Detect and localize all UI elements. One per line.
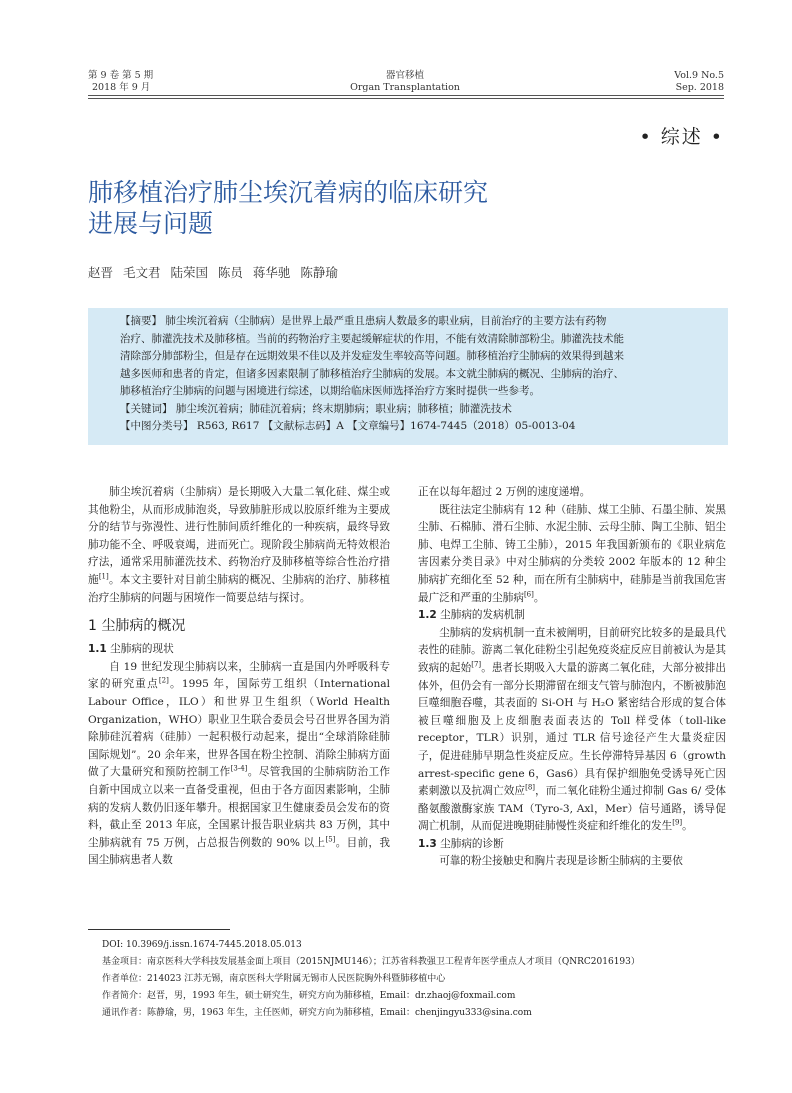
subsection-title: 尘肺病的发病机制 bbox=[436, 609, 525, 622]
paragraph bbox=[88, 484, 390, 607]
journal-issue bbox=[88, 70, 153, 93]
header-rule-thin bbox=[88, 98, 724, 99]
subsection-number: 1.2 bbox=[418, 609, 437, 622]
subsection-heading bbox=[418, 607, 726, 625]
journal-name bbox=[310, 70, 500, 93]
abstract-line: 肺移植治疗尘肺病的问题与困境进行综述，以期给临床医师选择治疗方案时提供一些参考。 bbox=[120, 385, 540, 397]
citation[interactable]: [7] bbox=[471, 660, 482, 669]
journal-volume-en bbox=[674, 70, 724, 93]
header-rule bbox=[88, 95, 724, 96]
volume-en: Vol.9 No.5 bbox=[674, 70, 724, 81]
abstract-line: 治疗、肺灌洗技术及肺移植。当前的药物治疗主要起缓解症状的作用，不能有效清除肺部粉尘。肺灌洗技术能 bbox=[120, 332, 624, 345]
doi[interactable]: DOI: 10.3969/j.issn.1674-7445.2018.05.013 bbox=[102, 940, 302, 950]
subsection-heading bbox=[418, 836, 726, 854]
paragraph-text: 。 bbox=[682, 820, 693, 833]
paragraph: 正在以每年超过 2 万例的速度递增。 bbox=[418, 486, 591, 498]
paragraph-text: 。 bbox=[533, 591, 545, 604]
subsection-title: 尘肺病的诊断 bbox=[436, 837, 504, 850]
citation[interactable]: [2] bbox=[158, 676, 169, 685]
abstract-box bbox=[88, 308, 728, 445]
abstract-line: 清除部分肺部粉尘，但是存在远期效果不佳以及并发症发生率较高等问题。肺移植治疗尘肺病的效果得到越来 bbox=[120, 350, 624, 362]
subsection-heading bbox=[88, 641, 390, 659]
abstract-line: 越多医师和患者的肯定，但诸多因素限制了肺移植治疗尘肺病的发展。本文就尘肺病的概况、尘肺病的治疗、 bbox=[120, 367, 624, 380]
journal-name-cn: 器官移植 bbox=[385, 70, 424, 81]
citation[interactable]: [8] bbox=[525, 783, 536, 792]
issue-date: 2018 年 9 月 bbox=[92, 81, 151, 93]
paragraph-text: 。本文主要针对目前尘肺病的概况、尘肺病的治疗、肺移植治疗尘肺病的问题与困境作一简要总结与探讨。 bbox=[88, 573, 391, 604]
paragraph-text: 。患者长期吸入大量的游离二氧化硅，大部分被排出体外，但仍会有一部分长期滞留在细支气管与肺泡内，不断被肺泡巨噬细胞吞噬，其表面的 Si-OH 与 H₂O 紧密结合形成的复合体被巨噬细胞及上皮细胞表面表达的 Toll 样受体（toll-like receptor，TLR）识别，通过 TLR 信号途径产生大量炎症因子，促进硅肺早期急性炎症反应。生长停滞特异基因 6（growth arrest-specific gene 6，Gas6）具有保护细胞免受诱导死亡因素刺激以及抗凋亡效应 bbox=[418, 661, 727, 798]
abstract-text bbox=[120, 313, 705, 436]
paragraph-text: 。目前，我国尘肺病患者人数 bbox=[88, 836, 390, 867]
author-intro: 作者简介：赵晋，男，1993 年生，硕士研究生，研究方向为肺移植，Email：dr.zhaoj@foxmail.com bbox=[102, 991, 516, 1001]
date-en: Sep. 2018 bbox=[675, 81, 724, 93]
right-column bbox=[418, 484, 726, 871]
journal-name-en: Organ Transplantation bbox=[350, 81, 460, 93]
citation[interactable]: [3-4] bbox=[230, 764, 248, 773]
title-line-1: 肺移植治疗肺尘埃沉着病的临床研究 bbox=[88, 178, 489, 207]
paragraph-text: ，而二氧化硅粉尘通过抑制 Gas 6/ 受体酪氨酸激酶家族 TAM（Tyro-3, Axl，Mer）信号通路，诱导促凋亡机制，从而促进晚期硅肺慢性炎症和纤维化的发生 bbox=[418, 785, 726, 833]
footnotes bbox=[102, 937, 640, 1022]
paragraph-text: 肺尘埃沉着病（尘肺病）是长期吸入大量二氧化硅、煤尘或其他粉尘，从而形成肺泡炎，导致肺脏形成以胶原纤维为主要成分的结节与弥漫性、进行性肺间质纤维化的一种疾病，最终导致肺功能不全、呼吸衰竭，进而死亡。现阶段尘肺病尚无特效根治疗法，通常采用肺灌洗技术、药物治疗及肺移植等综合性治疗措施 bbox=[88, 486, 390, 586]
left-column bbox=[88, 484, 390, 870]
subsection-number: 1.1 bbox=[88, 643, 107, 656]
subsection-title: 尘肺病的现状 bbox=[106, 643, 174, 656]
volume-issue: 第 9 卷 第 5 期 bbox=[88, 70, 154, 81]
paragraph-text: 既往法定尘肺病有 12 种（硅肺、煤工尘肺、石墨尘肺、炭黑尘肺、石棉肺、滑石尘肺、水泥尘肺、云母尘肺、陶工尘肺、铝尘肺、电焊工尘肺、铸工尘肺），2015 年我国新颁布的《职业病危害因素分类目录》中对尘肺病的分类较 2002 年版本的 12 种尘肺病扩充细化至 52 种，而在所有尘肺病中，硅肺是当前我国危害最广泛和严重的尘肺病 bbox=[418, 503, 726, 604]
classification: 【中图分类号】 R563, R617 【文献标志码】A 【文章编号】1674-7445（2018）05-0013-04 bbox=[120, 420, 576, 432]
keywords: 【关键词】 肺尘埃沉着病；肺硅沉着病；终末期肺病；职业病；肺移植；肺灌洗技术 bbox=[120, 402, 512, 415]
fund-info: 基金项目：南京医科大学科技发展基金面上项目（2015NJMU146）；江苏省科教强卫工程青年医学重点人才项目（QNRC2016193） bbox=[102, 957, 640, 967]
paragraph: 可靠的粉尘接触史和胸片表现是诊断尘肺病的主要依 bbox=[439, 855, 683, 868]
paragraph-text: 。尽管我国的尘肺病防治工作自新中国成立以来一直备受重视，但由于各方面因素影响，尘肺病的发病人数仍旧逐年攀升。根据国家卫生健康委员会发布的资料，截止至 2013 年底，全国累计报告职业病共 83 万例，其中尘肺病就有 75 万例，占总报告例数的 90% 以上 bbox=[88, 766, 391, 849]
footnote-rule bbox=[88, 929, 230, 930]
paragraph bbox=[418, 502, 726, 608]
citation[interactable]: [9] bbox=[672, 818, 683, 827]
citation[interactable]: [5] bbox=[325, 835, 336, 844]
citation[interactable]: [6] bbox=[523, 590, 534, 599]
abstract-line: 【摘要】 肺尘埃沉着病（尘肺病）是世界上最严重且患病人数最多的职业病，目前治疗的主要方法有药物 bbox=[120, 315, 607, 327]
section-heading: 1 尘肺病的概况 bbox=[88, 618, 186, 635]
paragraph-text: 自 19 世纪发现尘肺病以来，尘肺病一直是国内外呼吸科专家的研究重点 bbox=[88, 660, 390, 691]
title-line-2: 进展与问题 bbox=[88, 209, 214, 238]
author-unit: 作者单位：214023 江苏无锡，南京医科大学附属无锡市人民医院胸外科暨肺移植中心 bbox=[102, 974, 446, 984]
corresponding-author: 通讯作者：陈静瑜，男，1963 年生，主任医师，研究方向为肺移植，Email：chenjingyu333@sina.com bbox=[102, 1008, 532, 1018]
section-tag: • 综述 • bbox=[639, 126, 724, 148]
subsection-number: 1.3 bbox=[418, 837, 437, 850]
article-title bbox=[88, 177, 488, 239]
paragraph-text: 。1995 年，国际劳工组织（International Labour Office，ILO）和世界卫生组织（World Health Organization，WHO）职业卫生联合委员会号召世界各国为消除肺硅沉着病（硅肺）一起积极行动起来，提出“全球消除硅肺国际规划”。20 余年来，世界各国在粉尘控制、消除尘肺病方面做了大量研究和预防控制工作 bbox=[88, 678, 390, 779]
paragraph-text: 尘肺病的发病机制一直未被阐明，目前研究比较多的是最具代表性的硅肺。游离二氧化硅粉尘引起免疫炎症反应目前被认为是其致病的起始 bbox=[418, 626, 726, 674]
author-list: 赵晋 毛文君 陆荣国 陈员 蒋华驰 陈静瑜 bbox=[88, 265, 338, 280]
paragraph bbox=[88, 659, 390, 870]
citation[interactable]: [1] bbox=[98, 572, 109, 581]
paragraph bbox=[418, 625, 726, 836]
